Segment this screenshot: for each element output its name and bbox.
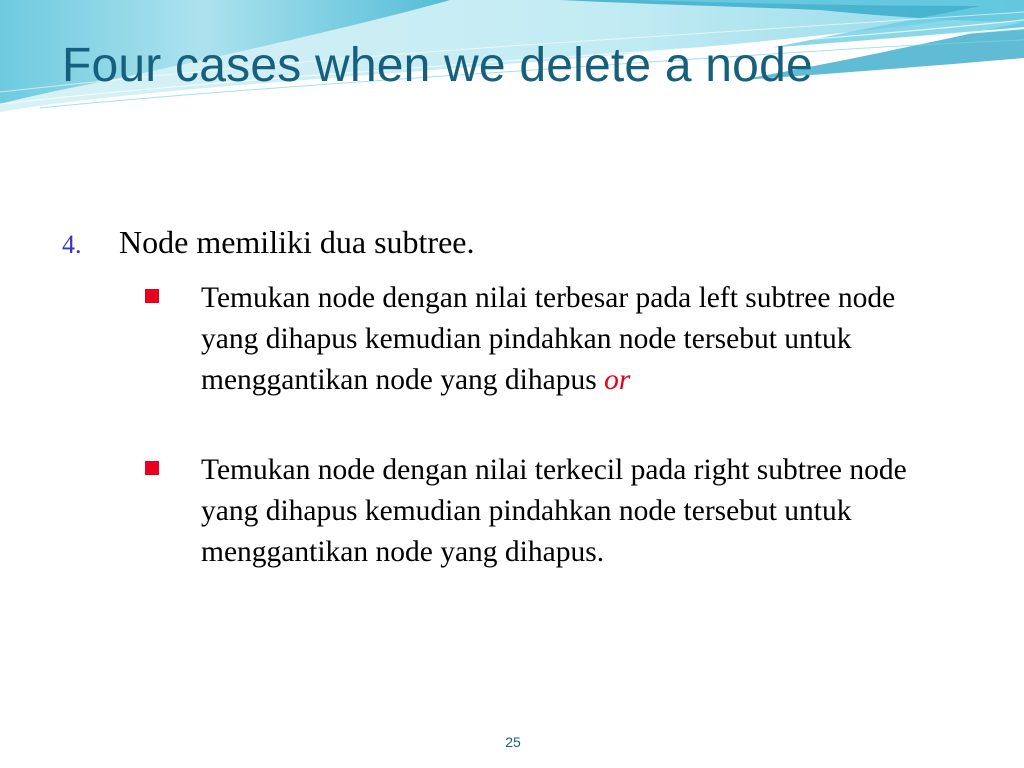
square-bullet-icon (145, 461, 159, 475)
item-text: Node memiliki dua subtree. (119, 224, 475, 260)
bullet-text-main: Temukan node dengan nilai terkecil pada right subtree node yang dihapus kemudian pindahkan node tersebut untuk menggantikan node yang dihapus. (201, 454, 907, 568)
bullet-item (145, 450, 935, 573)
page-number: 25 (505, 734, 521, 750)
bullet-text (201, 450, 931, 573)
slide-title: Four cases when we delete a node (62, 39, 813, 92)
bullet-text-main: Temukan node dengan nilai terbesar pada left subtree node yang dihapus kemudian pindahkan node tersebut untuk menggantikan node yang dihapus (201, 282, 896, 396)
bullet-item (145, 278, 935, 401)
numbered-item (62, 224, 962, 261)
emphasis-or: or (604, 364, 631, 396)
bullet-text (201, 278, 931, 401)
item-number: 4. (62, 230, 82, 259)
square-bullet-icon (145, 289, 159, 303)
